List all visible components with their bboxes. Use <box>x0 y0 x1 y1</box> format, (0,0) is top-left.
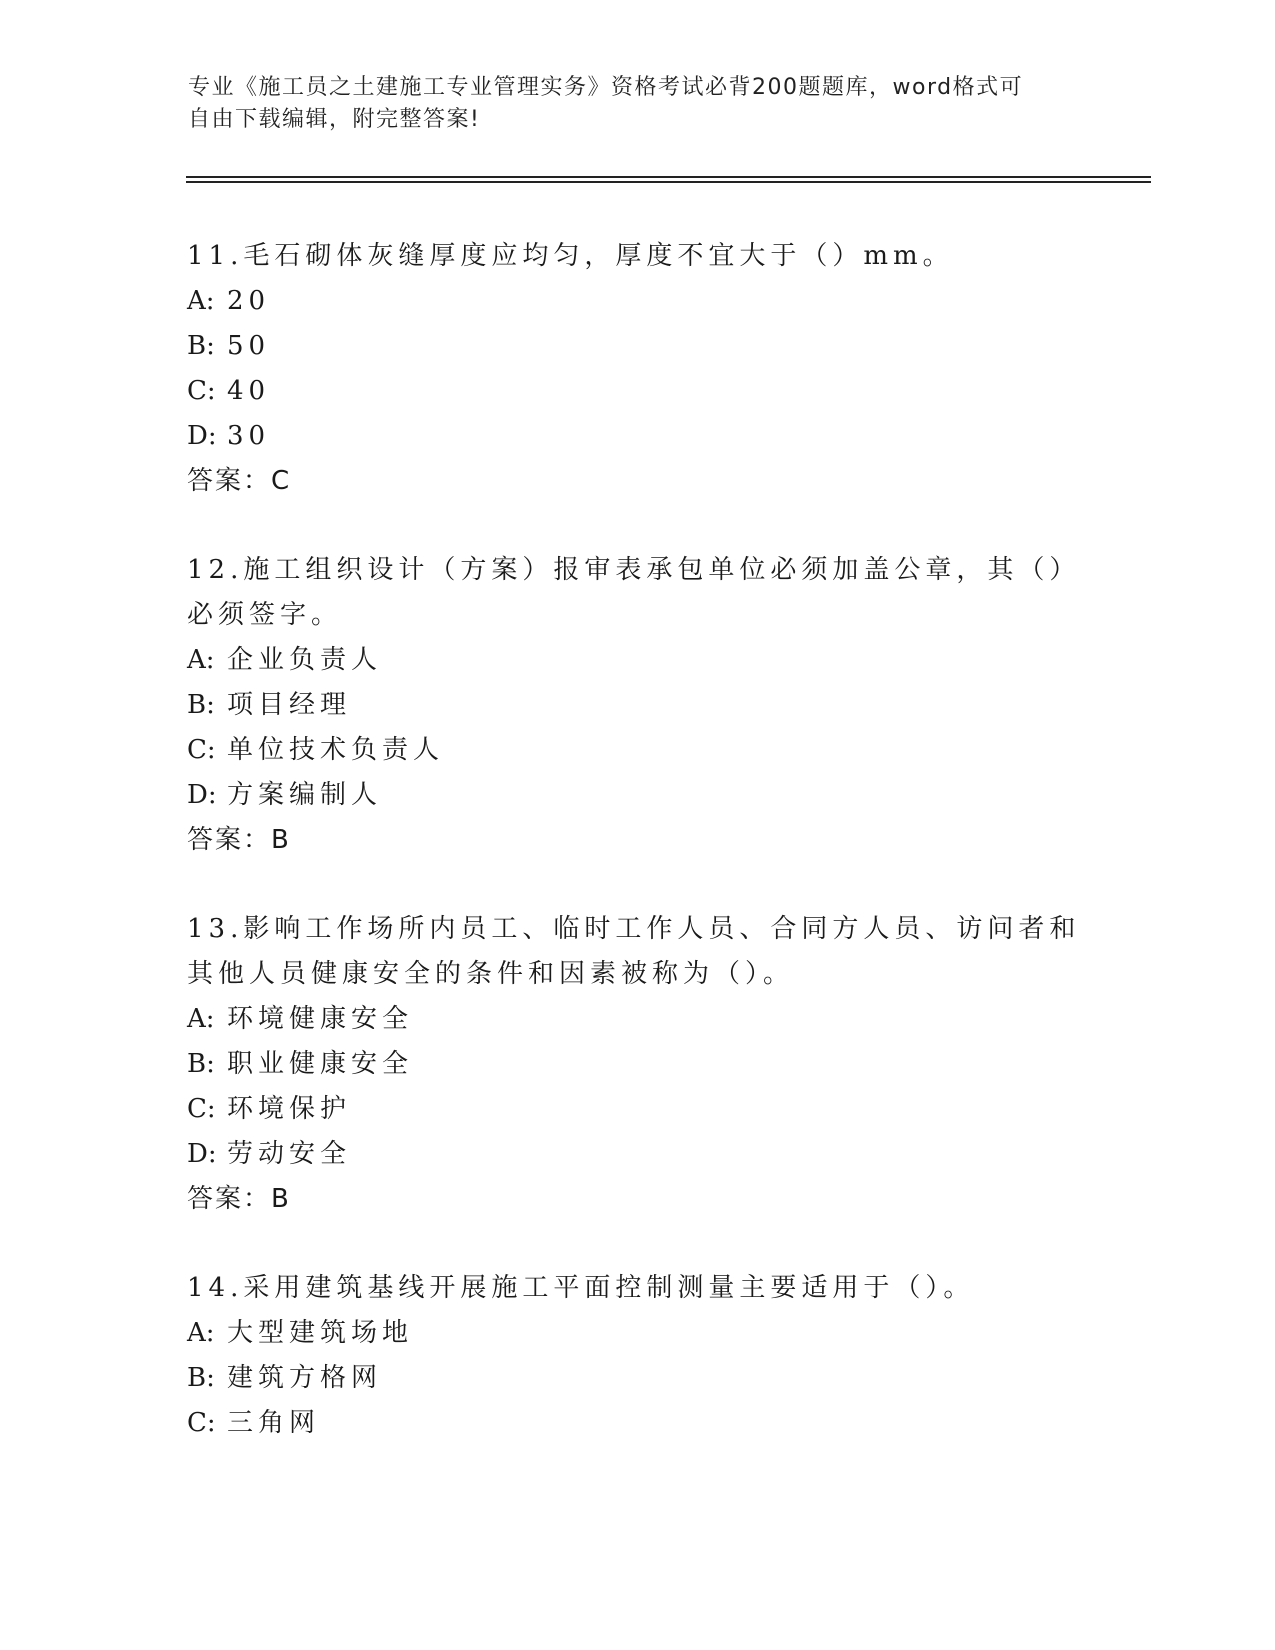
option-letter: D: <box>187 421 217 451</box>
option-letter: C: <box>187 376 216 406</box>
header-divider-bottom <box>186 181 1151 183</box>
option-text: 单位技术负责人 <box>227 735 445 765</box>
option-text: 环境保护 <box>227 1094 352 1124</box>
question-11 <box>187 234 1087 504</box>
document-header <box>188 72 1068 136</box>
option-b <box>187 324 1087 369</box>
option-letter: D: <box>187 1139 217 1169</box>
option-letter: A: <box>187 1004 215 1034</box>
option-letter: C: <box>187 735 216 765</box>
question-12 <box>187 548 1087 863</box>
option-letter: D: <box>187 780 217 810</box>
question-text: 12.施工组织设计（方案）报审表承包单位必须加盖公章，其（）必须签字。 <box>187 555 1081 630</box>
option-b <box>187 683 1087 728</box>
option-text: 三角网 <box>227 1408 321 1438</box>
answer: 答案：B <box>187 825 291 855</box>
option-letter: C: <box>187 1408 216 1438</box>
option-letter: A: <box>187 1318 215 1348</box>
option-letter: B: <box>187 1363 215 1393</box>
option-a <box>187 997 1087 1042</box>
option-text: 方案编制人 <box>227 780 383 810</box>
option-c <box>187 728 1087 773</box>
answer: 答案：C <box>187 466 292 496</box>
option-d <box>187 1132 1087 1177</box>
question-text: 14.采用建筑基线开展施工平面控制测量主要适用于（）。 <box>187 1273 975 1303</box>
option-text: 大型建筑场地 <box>227 1318 414 1348</box>
option-text: 50 <box>227 331 271 361</box>
option-text: 建筑方格网 <box>227 1363 383 1393</box>
option-text: 职业健康安全 <box>227 1049 414 1079</box>
option-text: 20 <box>227 286 271 316</box>
option-b <box>187 1042 1087 1087</box>
option-a <box>187 279 1087 324</box>
option-letter: B: <box>187 690 215 720</box>
option-a <box>187 638 1087 683</box>
option-letter: C: <box>187 1094 216 1124</box>
question-list <box>187 234 1087 1490</box>
option-a <box>187 1311 1087 1356</box>
header-divider-top <box>186 176 1151 178</box>
header-line-2: 自由下载编辑，附完整答案! <box>188 107 481 132</box>
option-text: 项目经理 <box>227 690 352 720</box>
option-c <box>187 1087 1087 1132</box>
option-text: 企业负责人 <box>227 645 383 675</box>
header-line-1: 专业《施工员之土建施工专业管理实务》资格考试必背200题题库，word格式可 <box>188 75 1024 100</box>
option-letter: A: <box>187 286 215 316</box>
option-text: 30 <box>227 421 271 451</box>
option-c <box>187 1401 1087 1446</box>
option-d <box>187 773 1087 818</box>
option-letter: B: <box>187 1049 215 1079</box>
question-text: 11.毛石砌体灰缝厚度应均匀，厚度不宜大于（）mm。 <box>187 241 954 271</box>
question-text: 13.影响工作场所内员工、临时工作人员、合同方人员、访问者和其他人员健康安全的条件和因素被称为（）。 <box>187 914 1081 989</box>
question-14 <box>187 1266 1087 1446</box>
option-text: 劳动安全 <box>227 1139 352 1169</box>
answer: 答案：B <box>187 1184 291 1214</box>
option-b <box>187 1356 1087 1401</box>
option-letter: A: <box>187 645 215 675</box>
option-text: 环境健康安全 <box>227 1004 414 1034</box>
option-letter: B: <box>187 331 215 361</box>
option-c <box>187 369 1087 414</box>
option-d <box>187 414 1087 459</box>
question-13 <box>187 907 1087 1222</box>
option-text: 40 <box>227 376 271 406</box>
